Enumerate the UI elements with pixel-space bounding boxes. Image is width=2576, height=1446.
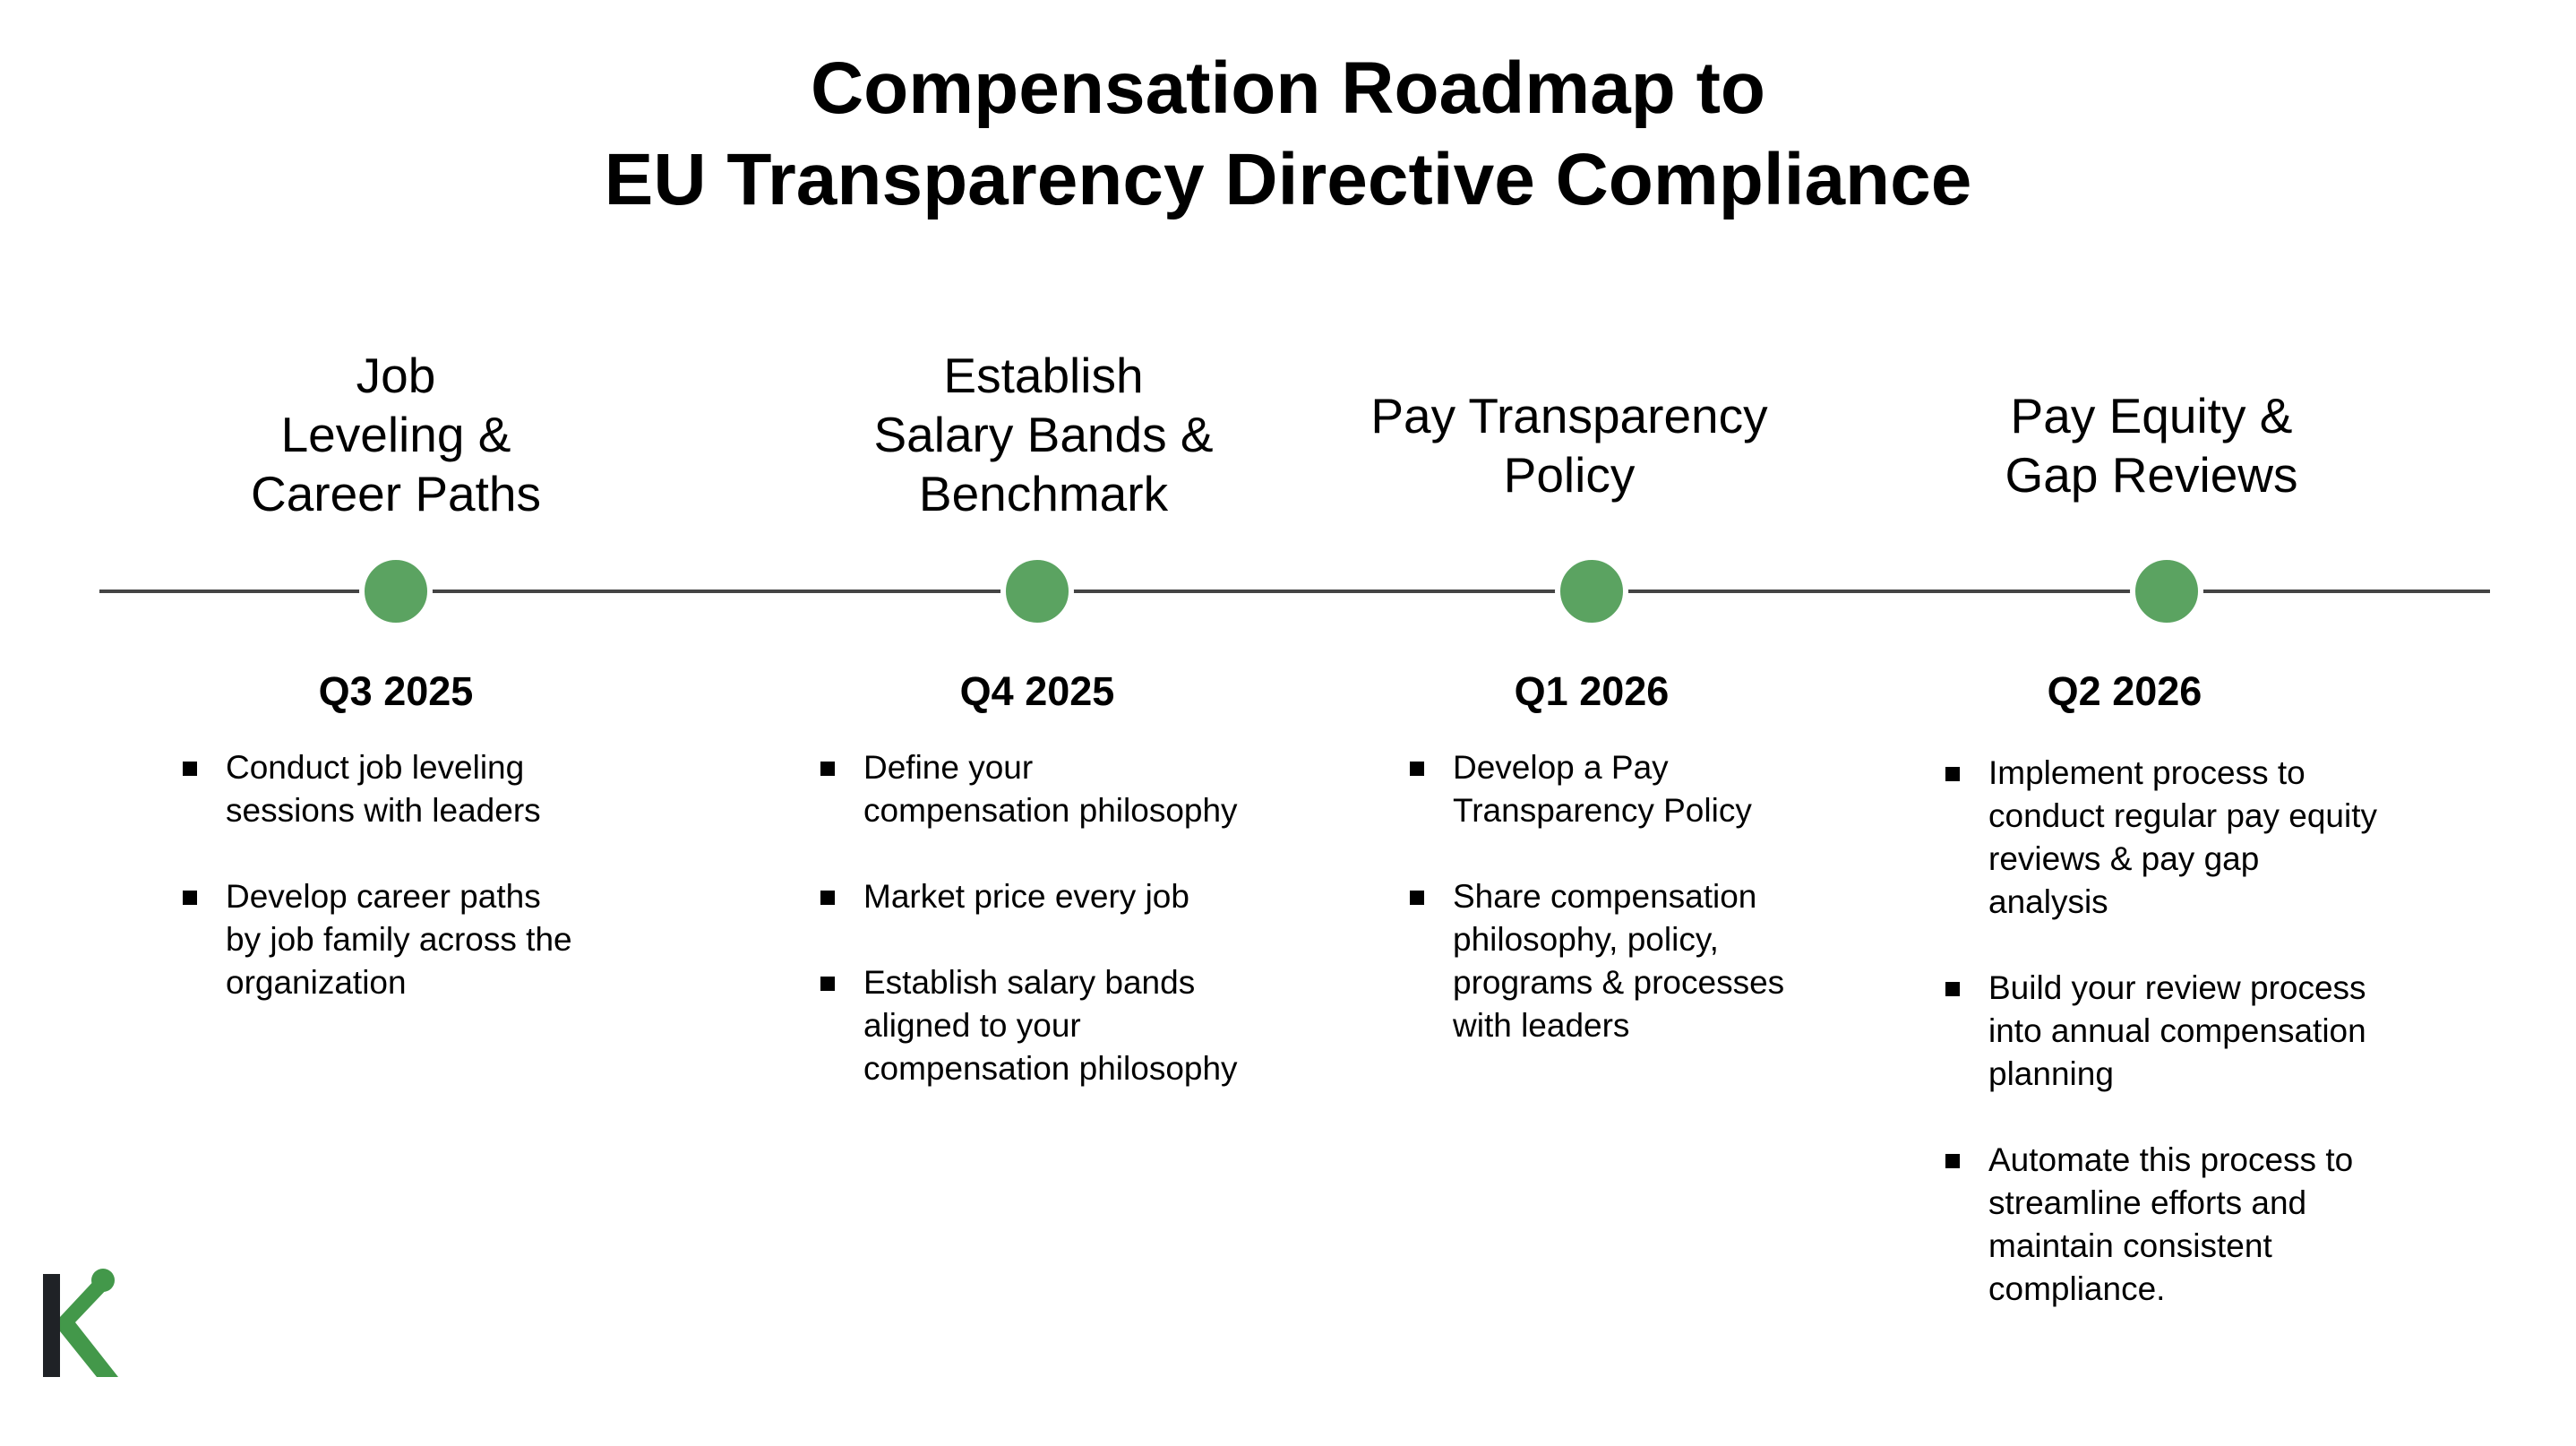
phase-heading <box>82 346 709 523</box>
bullet-line: conduct regular pay equity <box>1988 797 2377 834</box>
bullet-line: sessions with leaders <box>226 792 541 829</box>
square-bullet-icon <box>183 762 197 776</box>
square-bullet-icon <box>183 891 197 905</box>
logo-arm <box>60 1276 118 1377</box>
phase-heading-line: Job <box>356 348 436 403</box>
bullet-line: Build your review process <box>1988 969 2366 1006</box>
square-bullet-icon <box>820 891 835 905</box>
quarter-label: Q3 2025 <box>318 668 474 714</box>
milestone-dot <box>359 555 433 628</box>
milestone-dot <box>2130 555 2203 628</box>
bullet-item <box>1453 875 1784 1047</box>
bullet-line: reviews & pay gap <box>1988 840 2260 877</box>
bullet-line: Develop career paths <box>226 878 541 915</box>
phase-heading-line: Gap Reviews <box>2005 447 2298 503</box>
phase-bullet-list <box>1988 752 2377 1354</box>
bullet-line: Conduct job leveling <box>226 749 525 786</box>
phase-heading <box>1838 386 2465 504</box>
phase-heading-line: Leveling & <box>280 407 511 462</box>
phase-heading-line: Career Paths <box>250 466 542 521</box>
bullet-item <box>1453 746 1784 832</box>
square-bullet-icon <box>820 762 835 776</box>
phase-bullet-list <box>1453 746 1784 1090</box>
phase-heading-line: Establish <box>943 348 1144 403</box>
bullet-item <box>863 961 1238 1090</box>
milestone-dot <box>1000 555 1074 628</box>
square-bullet-icon <box>820 977 835 991</box>
bullet-item <box>1988 752 2377 924</box>
bullet-line: programs & processes <box>1453 964 1785 1001</box>
title-line-2: EU Transparency Directive Compliance <box>604 139 1972 220</box>
milestone-dot <box>1555 555 1628 628</box>
phase-heading-line: Pay Equity & <box>2010 388 2293 443</box>
quarter-label: Q2 2026 <box>2047 668 2202 714</box>
phase-bullet-list <box>226 746 572 1047</box>
bullet-line: by job family across the <box>226 921 572 958</box>
phase-heading-line: Salary Bands & <box>873 407 1214 462</box>
bullet-line: organization <box>226 964 407 1001</box>
quarter-label: Q1 2026 <box>1514 668 1670 714</box>
logo-bar <box>43 1274 60 1377</box>
bullet-item <box>863 875 1238 918</box>
company-logo <box>36 1263 134 1389</box>
bullet-line: analysis <box>1988 883 2108 920</box>
phase-heading-line: Pay Transparency <box>1370 388 1768 443</box>
quarter-label: Q4 2025 <box>959 668 1115 714</box>
bullet-line: Share compensation <box>1453 878 1757 915</box>
bullet-line: philosophy, policy, <box>1453 921 1719 958</box>
phase-heading-line: Benchmark <box>918 466 1169 521</box>
bullet-line: compensation philosophy <box>863 792 1238 829</box>
square-bullet-icon <box>1410 891 1424 905</box>
bullet-line: Market price every job <box>863 878 1189 915</box>
square-bullet-icon <box>1945 767 1960 781</box>
square-bullet-icon <box>1410 762 1424 776</box>
square-bullet-icon <box>1945 982 1960 996</box>
bullet-line: aligned to your <box>863 1007 1081 1044</box>
bullet-line: Establish salary bands <box>863 964 1196 1001</box>
phase-bullet-list <box>863 746 1238 1133</box>
bullet-item <box>1988 1139 2377 1311</box>
square-bullet-icon <box>1945 1154 1960 1168</box>
bullet-line: Develop a Pay <box>1453 749 1669 786</box>
bullet-line: Implement process to <box>1988 754 2306 791</box>
bullet-line: Define your <box>863 749 1034 786</box>
bullet-item <box>863 746 1238 832</box>
bullet-line: compensation philosophy <box>863 1050 1238 1087</box>
bullet-line: maintain consistent <box>1988 1227 2272 1264</box>
bullet-line: planning <box>1988 1055 2114 1092</box>
bullet-line: with leaders <box>1453 1007 1630 1044</box>
phase-heading-line: Policy <box>1503 447 1636 503</box>
bullet-line: Automate this process to <box>1988 1141 2354 1178</box>
logo-dot <box>91 1269 115 1292</box>
bullet-line: Transparency Policy <box>1453 792 1752 829</box>
bullet-item <box>226 875 572 1004</box>
phase-heading <box>1256 386 1883 504</box>
page-title <box>0 43 2576 226</box>
title-line-1: Compensation Roadmap to <box>810 47 1766 129</box>
bullet-item <box>1988 967 2377 1096</box>
bullet-line: into annual compensation <box>1988 1012 2366 1049</box>
bullet-item <box>226 746 572 832</box>
bullet-line: compliance. <box>1988 1270 2166 1307</box>
bullet-line: streamline efforts and <box>1988 1184 2307 1221</box>
